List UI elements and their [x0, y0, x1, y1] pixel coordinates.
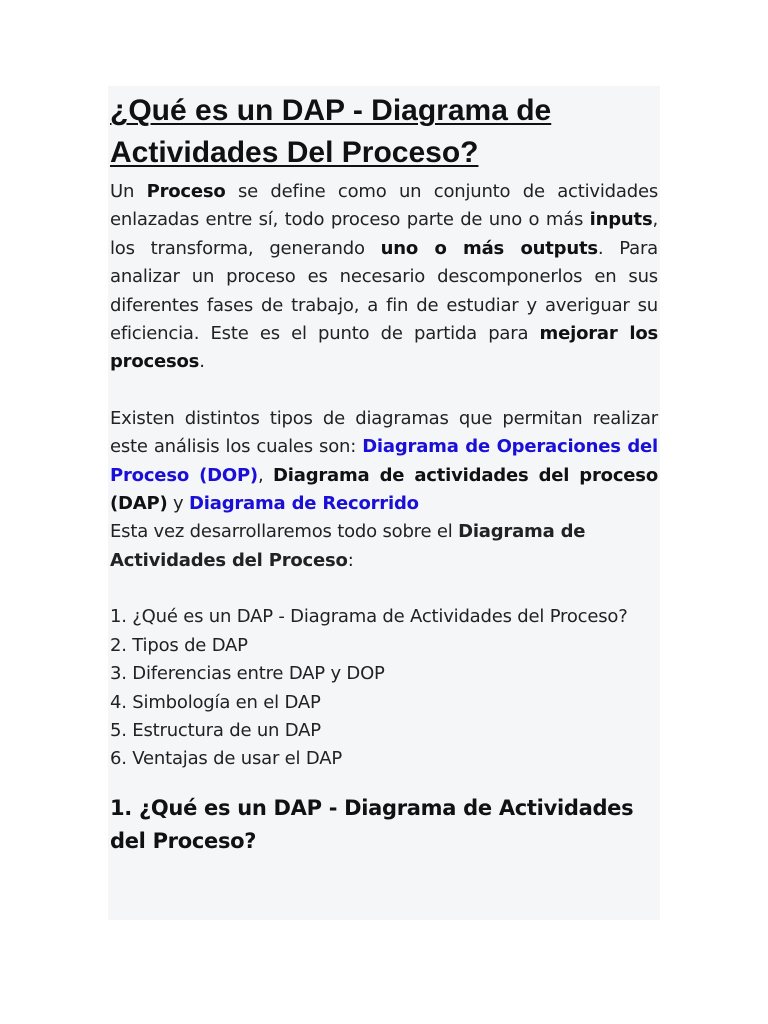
intro-bold-mejorar: mejorar los procesos: [110, 323, 658, 373]
toc-item-5[interactable]: 5. Estructura de un DAP: [110, 719, 321, 741]
article-title: ¿Qué es un DAP - Diagrama de Actividades Del Proceso?: [110, 94, 552, 169]
link-diagrama-recorrido[interactable]: Diagrama de Recorrido: [189, 493, 419, 515]
link-dop[interactable]: Diagrama de Operaciones del Proceso (DOP): [110, 436, 659, 486]
types-paragraph: [110, 405, 658, 519]
article-content: [110, 90, 658, 858]
table-of-contents: [110, 603, 658, 773]
toc-item-1[interactable]: 1. ¿Qué es un DAP - Diagrama de Actividades del Proceso?: [110, 606, 628, 628]
types-text-2: ,: [257, 464, 274, 486]
intro-text-2: se define como un conjunto de actividades enlazadas entre sí, todo proceso parte de uno o más: [110, 181, 658, 231]
toc-item-4[interactable]: 4. Simbología en el DAP: [110, 691, 321, 713]
types-text-1: Existen distintos tipos de diagramas que permitan realizar este análisis los cuales son:: [110, 407, 658, 458]
section-1-heading: 1. ¿Qué es un DAP - Diagrama de Actividades del Proceso?: [110, 795, 634, 853]
intro-bold-inputs: inputs: [589, 209, 653, 231]
intro-text-1: Un: [110, 181, 147, 202]
toc-item-2[interactable]: 2. Tipos de DAP: [110, 634, 248, 656]
this-time-text-2: :: [347, 549, 354, 571]
this-time-paragraph: [110, 518, 658, 575]
toc-item-3[interactable]: 3. Diferencias entre DAP y DOP: [110, 663, 385, 685]
toc-item-6[interactable]: 6. Ventajas de usar el DAP: [110, 748, 342, 770]
this-time-bold: Diagrama de Actividades del Proceso: [110, 521, 586, 571]
types-bold-dap: Diagrama de actividades del proceso (DAP): [110, 464, 658, 515]
types-text-3: y: [167, 493, 190, 515]
intro-text-5: .: [199, 351, 205, 373]
intro-bold-proceso: Proceso: [146, 181, 226, 202]
intro-paragraph: [110, 178, 658, 377]
this-time-text-1: Esta vez desarrollaremos todo sobre el: [110, 521, 459, 543]
intro-text-4: . Para analizar un proceso es necesario descomponerlos en sus diferentes fases de trabajo, a fin de estudiar y averiguar su eficiencia. Este es el punto de partida para: [110, 237, 658, 345]
intro-text-3: , los transforma, generando: [110, 209, 658, 259]
intro-bold-outputs: uno o más outputs: [380, 237, 598, 259]
